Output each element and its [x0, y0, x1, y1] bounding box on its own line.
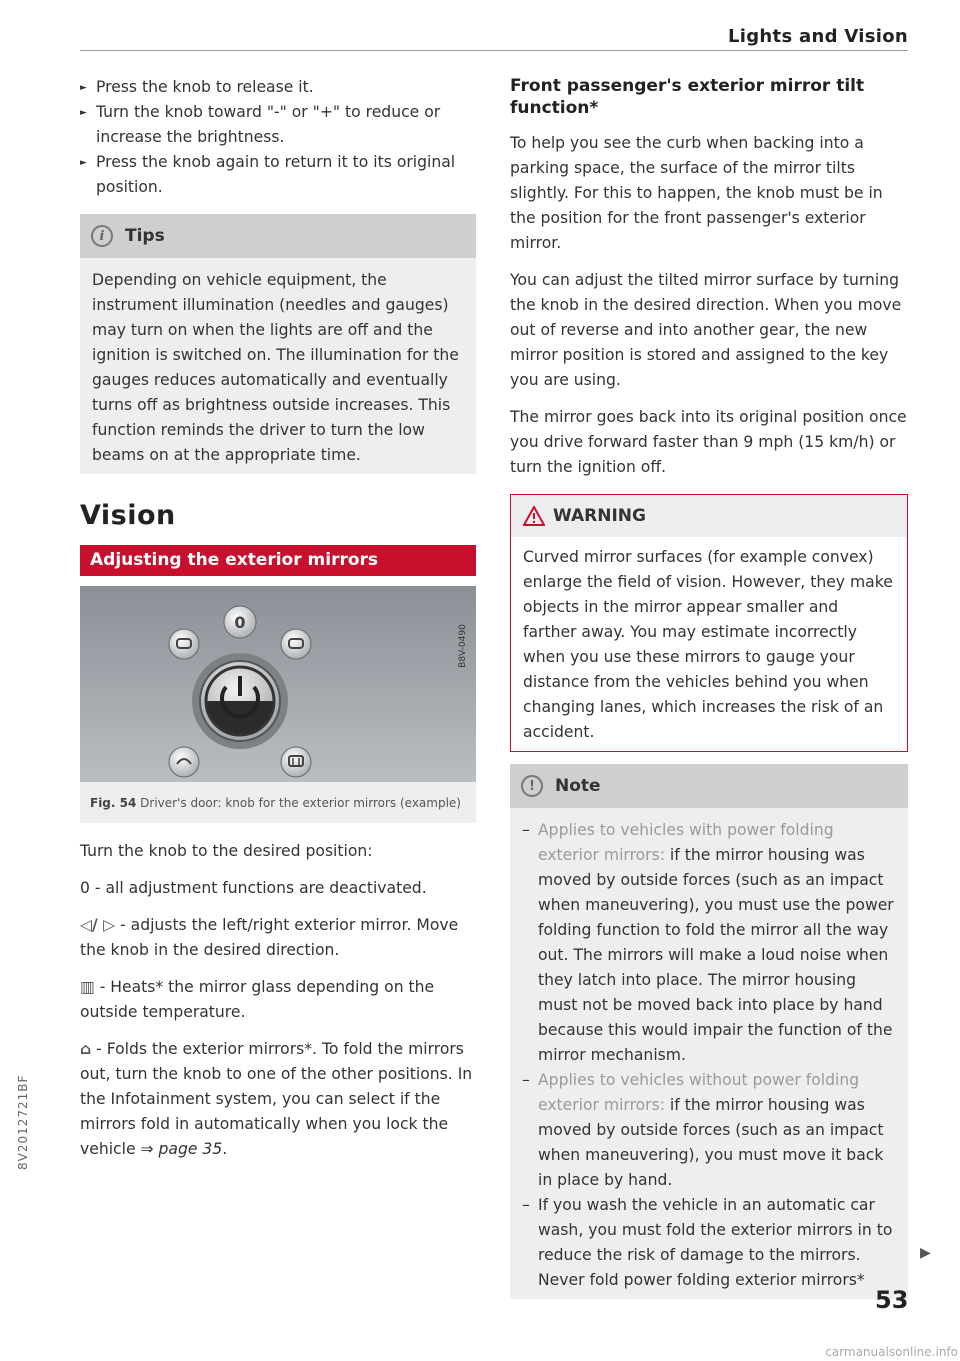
figure	[80, 586, 476, 823]
list-item: – If you wash the vehicle in an automatic car wash, you must fold the exterior mirrors in to reduce the risk of damage to the mirrors. Never fold power folding exterior mirrors*	[522, 1193, 896, 1293]
paragraph: The mirror goes back into its original position once you drive forward faster than 9 mph (15 km/h) or turn the ignition off.	[510, 408, 907, 476]
list-item: ► Press the knob to release it.	[80, 75, 476, 100]
heated-mirror-icon	[281, 747, 311, 777]
fold-mirror-icon	[169, 747, 199, 777]
figure-code: B8V-0490	[458, 624, 468, 668]
list-item: – Applies to vehicles without power folding exterior mirrors: if the mirror housing was moved by outside forces (such as an impact when maneuvering), you must move it back in place by hand.	[522, 1068, 896, 1193]
figure-caption	[80, 782, 476, 823]
intro-paragraph: Turn the knob to the desired position:	[80, 842, 373, 860]
left-right-mirror-icon: ◁/ ▷	[80, 916, 116, 934]
tips-body: Depending on vehicle equipment, the instrument illumination (needles and gauges) may turn on when the lights are off and the ignition is switched on. The illumination for the gauges reduces automatically and eventually turns off as brightness outside increases. This function reminds the driver to turn the low beams on at the appropriate time.	[92, 271, 459, 464]
info-icon: i	[91, 225, 113, 247]
warning-heading: WARNING	[553, 506, 646, 526]
instruction-list	[80, 75, 476, 200]
heated-glass-icon: ▥	[80, 978, 95, 996]
exclamation-icon: !	[521, 775, 543, 797]
zero-paragraph: 0 - all adjustment functions are deactivated.	[80, 879, 427, 897]
tips-header	[80, 214, 476, 258]
watermark: carmanualsonline.info	[825, 1345, 958, 1359]
note-header	[510, 764, 908, 808]
fold-paragraph: ⌂ - Folds the exterior mirrors*. To fold the mirrors out, turn the knob to one of the other positions. In the Infotainment system, you can select if the mirrors fold in automatically when you lock the vehicle ⇒ page 35.	[80, 1040, 473, 1158]
right-mirror-icon	[281, 629, 311, 659]
left-column	[80, 75, 476, 1162]
page-reference-link[interactable]: ⇒ page 35	[140, 1140, 223, 1158]
mirror-knob-illustration	[80, 586, 476, 782]
list-item: ► Press the knob again to return it to its original position.	[80, 150, 476, 200]
subsection-title: Adjusting the exterior mirrors	[80, 545, 476, 576]
note-heading: Note	[555, 776, 601, 796]
note-body	[510, 808, 908, 1299]
lr-paragraph: ◁/ ▷ - adjusts the left/right exterior mirror. Move the knob in the desired direction.	[80, 916, 459, 959]
page-number: 53	[875, 1286, 909, 1314]
heat-paragraph: ▥ - Heats* the mirror glass depending on the outside temperature.	[80, 978, 435, 1021]
fold-mirror-symbol-icon: ⌂	[80, 1040, 92, 1058]
note-box	[510, 764, 908, 1299]
list-item: ► Turn the knob toward "-" or "+" to reduce or increase the brightness.	[80, 100, 476, 150]
figure-caption-text: Driver's door: knob for the exterior mirrors (example)	[140, 796, 461, 810]
continue-arrow-icon: ▶	[920, 1245, 931, 1261]
paragraph: You can adjust the tilted mirror surface by turning the knob in the desired direction. When you move out of reverse and into another gear, the new mirror position is stored and assigned to the key you are using.	[510, 271, 902, 389]
tilt-function-title: Front passenger's exterior mirror tilt function*	[510, 76, 865, 118]
section-title: Vision	[80, 500, 176, 531]
running-header: Lights and Vision	[728, 26, 908, 47]
svg-text:0: 0	[234, 613, 246, 632]
figure-label: Fig. 54	[90, 796, 137, 810]
warning-box	[510, 494, 908, 752]
left-mirror-icon	[169, 629, 199, 659]
tips-heading: Tips	[125, 226, 165, 246]
list-item: – Applies to vehicles with power folding exterior mirrors: if the mirror housing was moved by outside forces (such as an impact when maneuvering), you must use the power folding function to fold the mirror all the way out. The mirrors will make a loud noise when they latch into place. The mirror housing must not be moved back into place by hand because this would impair the function of the mirror mechanism.	[522, 818, 896, 1068]
tips-box	[80, 214, 476, 474]
right-column	[510, 75, 908, 1299]
document-code: 8V2012721BF	[16, 1074, 30, 1170]
warning-triangle-icon	[523, 506, 545, 526]
header-rule	[80, 50, 908, 51]
warning-body: Curved mirror surfaces (for example convex) enlarge the field of vision. However, they make objects in the mirror appear smaller and farther away. You may estimate incorrectly when you use these mirrors to gauge your distance from the vehicles behind you when changing lanes, which increases the risk of an accident.	[523, 548, 893, 741]
warning-header	[511, 495, 907, 537]
paragraph: To help you see the curb when backing into a parking space, the surface of the mirror tilts slightly. For this to happen, the knob must be in the position for the front passenger's exterior mirror.	[510, 134, 883, 252]
